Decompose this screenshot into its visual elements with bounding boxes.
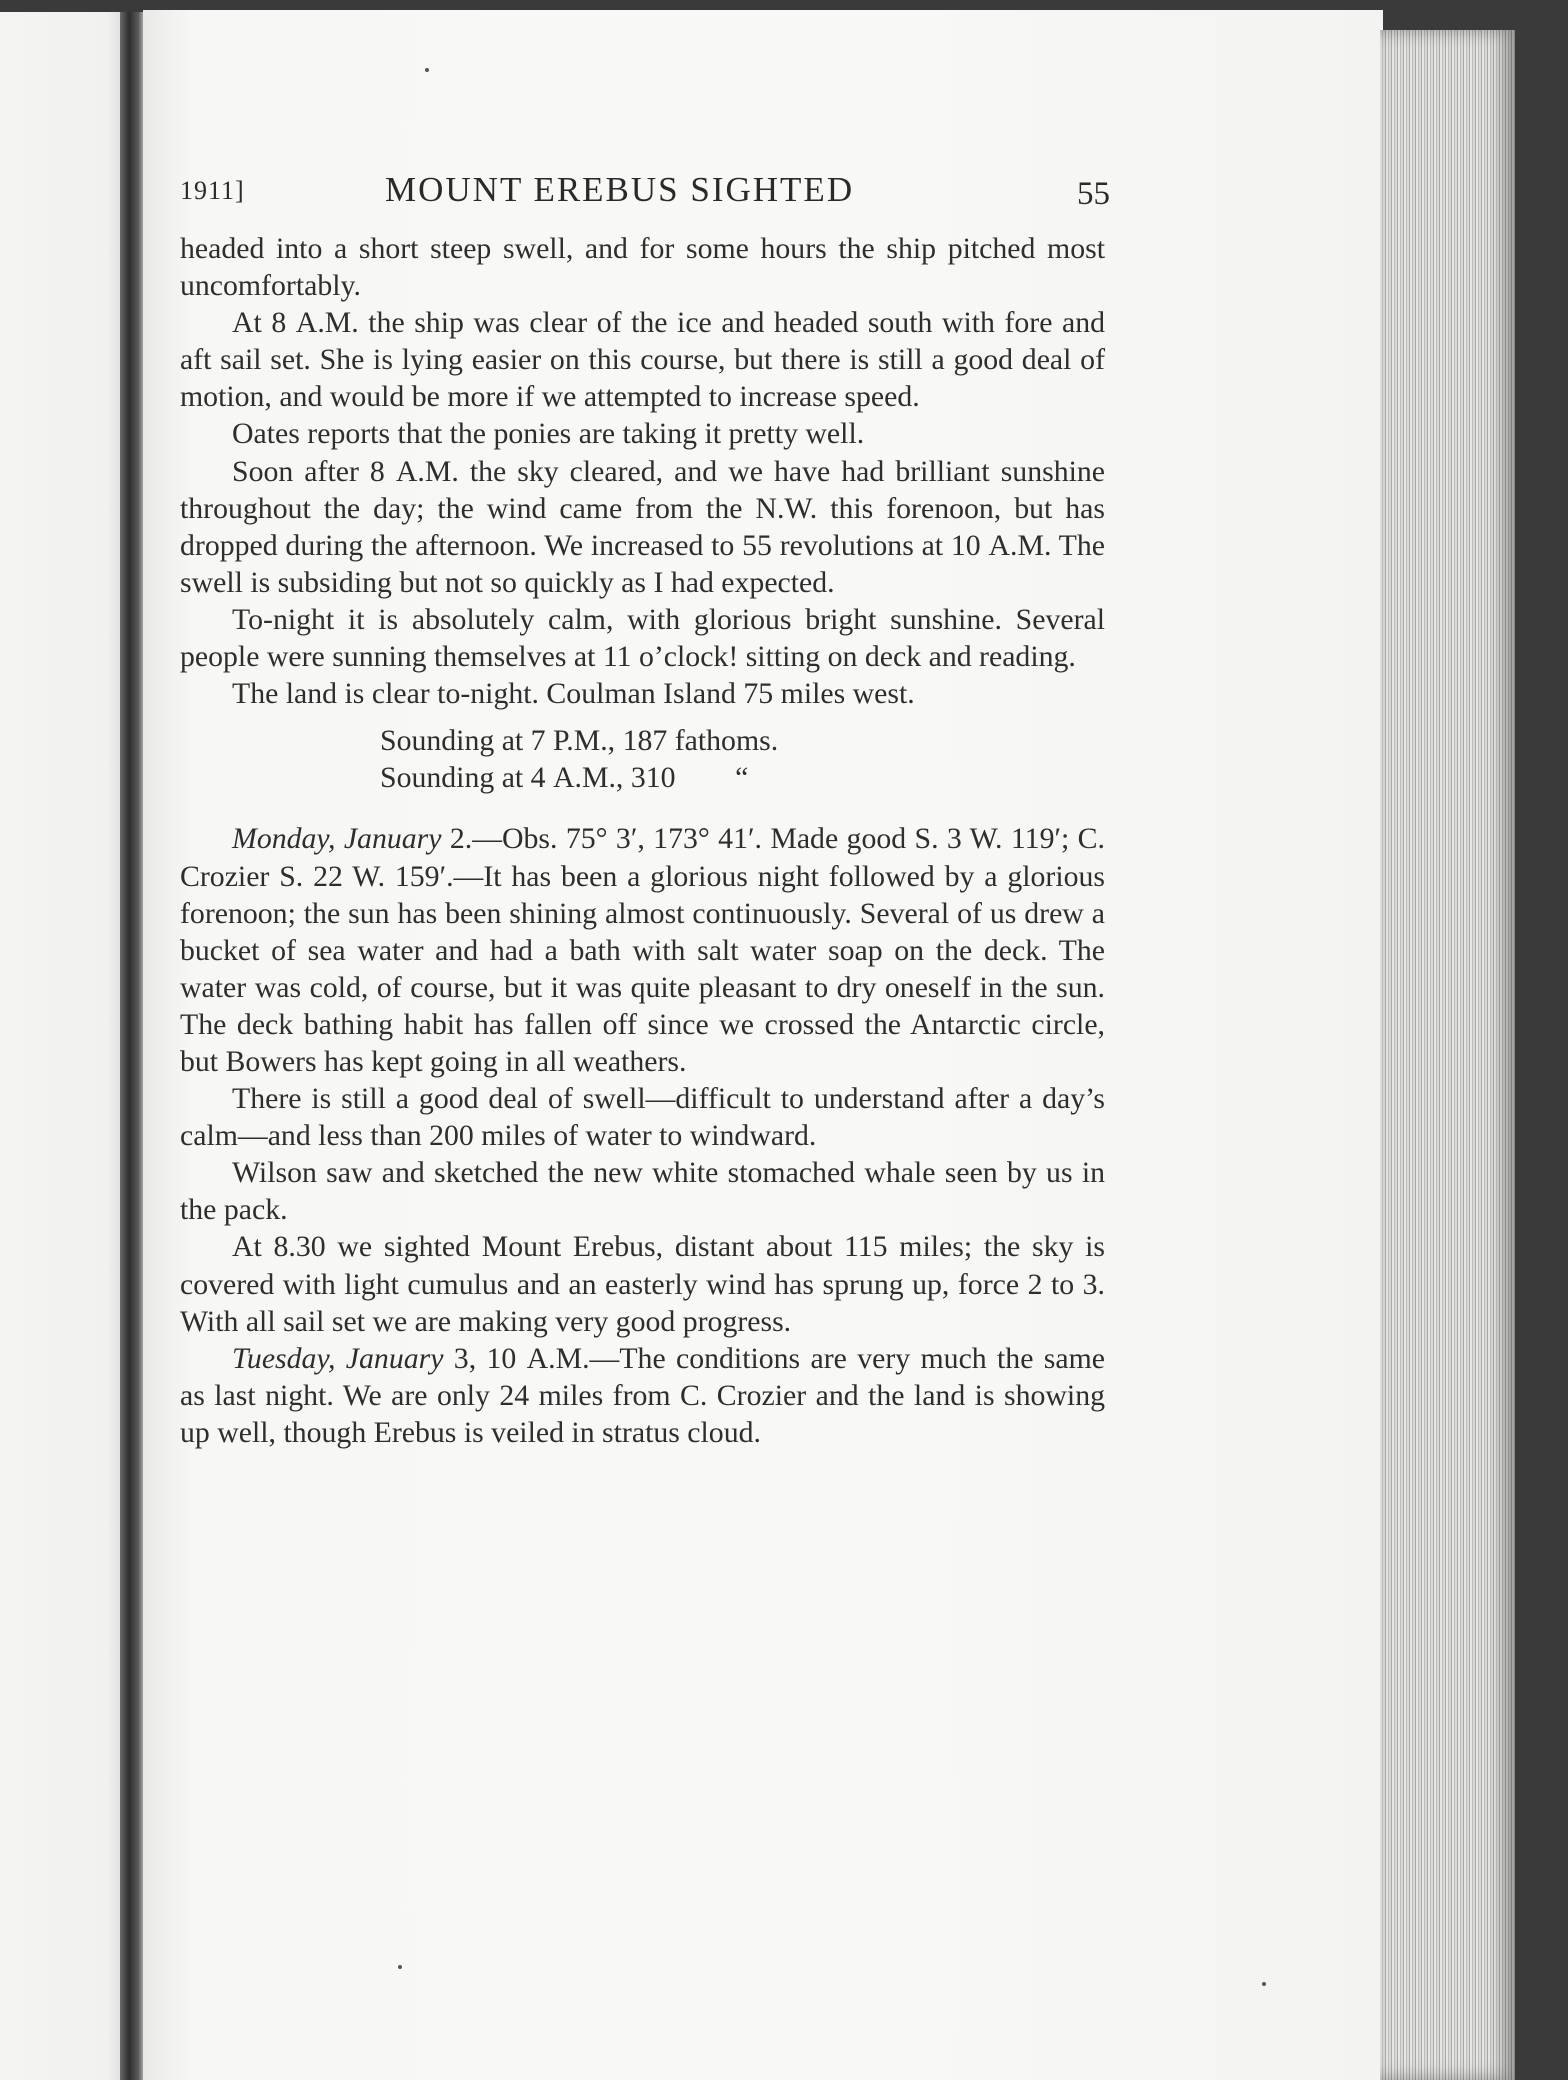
sounding-line: Sounding at 4 A.M., 310 “ bbox=[380, 761, 749, 795]
left-page-edge bbox=[0, 12, 125, 2080]
paragraph: There is still a good deal of swell—difficult to understand after a day’s calm—and less than 200 miles of water to windward. bbox=[180, 1082, 1105, 1153]
running-header bbox=[180, 170, 1110, 230]
page-number: 55 bbox=[1077, 176, 1110, 212]
soundings-block bbox=[380, 722, 1105, 796]
dust-speck bbox=[398, 1965, 402, 1969]
paragraph: The land is clear to-night. Coulman Island 75 miles west. bbox=[232, 677, 915, 711]
paragraph: headed into a short steep swell, and for some hours the ship pitched most uncomfortably. bbox=[180, 232, 1105, 303]
dust-speck bbox=[425, 68, 429, 72]
diary-entry: Monday, January 2.—Obs. 75° 3′, 173° 41′. Made good S. 3 W. 119′; C. Crozier S. 22 W. 159′.—It has been a glorious night followed by a glorious forenoon; the sun has been shining almost continuously. Several of us drew a bucket of sea water and had a bath with salt water soap on the deck. The water was cold, of course, but it was quite pleasant to dry oneself in the sun. The deck bathing habit has fallen off since we crossed the Antarctic circle, but Bowers has kept going in all weathers. bbox=[180, 822, 1105, 1078]
dust-speck bbox=[1262, 1982, 1266, 1986]
chapter-title: MOUNT EREBUS SIGHTED bbox=[385, 170, 855, 209]
entry-date: Monday, January bbox=[232, 822, 442, 856]
page-body bbox=[180, 230, 1105, 1451]
paragraph: Oates reports that the ponies are taking it pretty well. bbox=[232, 417, 865, 451]
entry-date: Tuesday, January bbox=[232, 1341, 444, 1375]
paragraph: At 8 A.M. the ship was clear of the ice and headed south with fore and aft sail set. She is lying easier on this course, but there is still a good deal of motion, and would be more if we attempted to increase speed. bbox=[180, 306, 1105, 414]
diary-entry: Tuesday, January 3, 10 A.M.—The conditions are very much the same as last night. We are only 24 miles from C. Crozier and the land is showing up well, though Erebus is veiled in stratus cloud. bbox=[180, 1341, 1105, 1449]
paragraph: At 8.30 we sighted Mount Erebus, distant about 115 miles; the sky is covered with light cumulus and an easterly wind has sprung up, force 2 to 3. With all sail set we are making very good progress. bbox=[180, 1230, 1105, 1338]
sounding-line: Sounding at 7 P.M., 187 fathoms. bbox=[380, 724, 779, 758]
page-edges-stack bbox=[1380, 30, 1515, 2080]
paragraph: Soon after 8 A.M. the sky cleared, and we have had brilliant sunshine throughout the day; the wind came from the N.W. this forenoon, but has dropped during the afternoon. We increased to 55 revolutions at 10 A.M. The swell is subsiding but not so quickly as I had expected. bbox=[180, 454, 1106, 599]
paragraph: Wilson saw and sketched the new white stomached whale seen by us in the pack. bbox=[180, 1156, 1105, 1227]
paragraph: To-night it is absolutely calm, with glorious bright sunshine. Several people were sunning themselves at 11 o’clock! sitting on deck and reading. bbox=[180, 602, 1105, 674]
header-year: 1911] bbox=[180, 176, 245, 205]
